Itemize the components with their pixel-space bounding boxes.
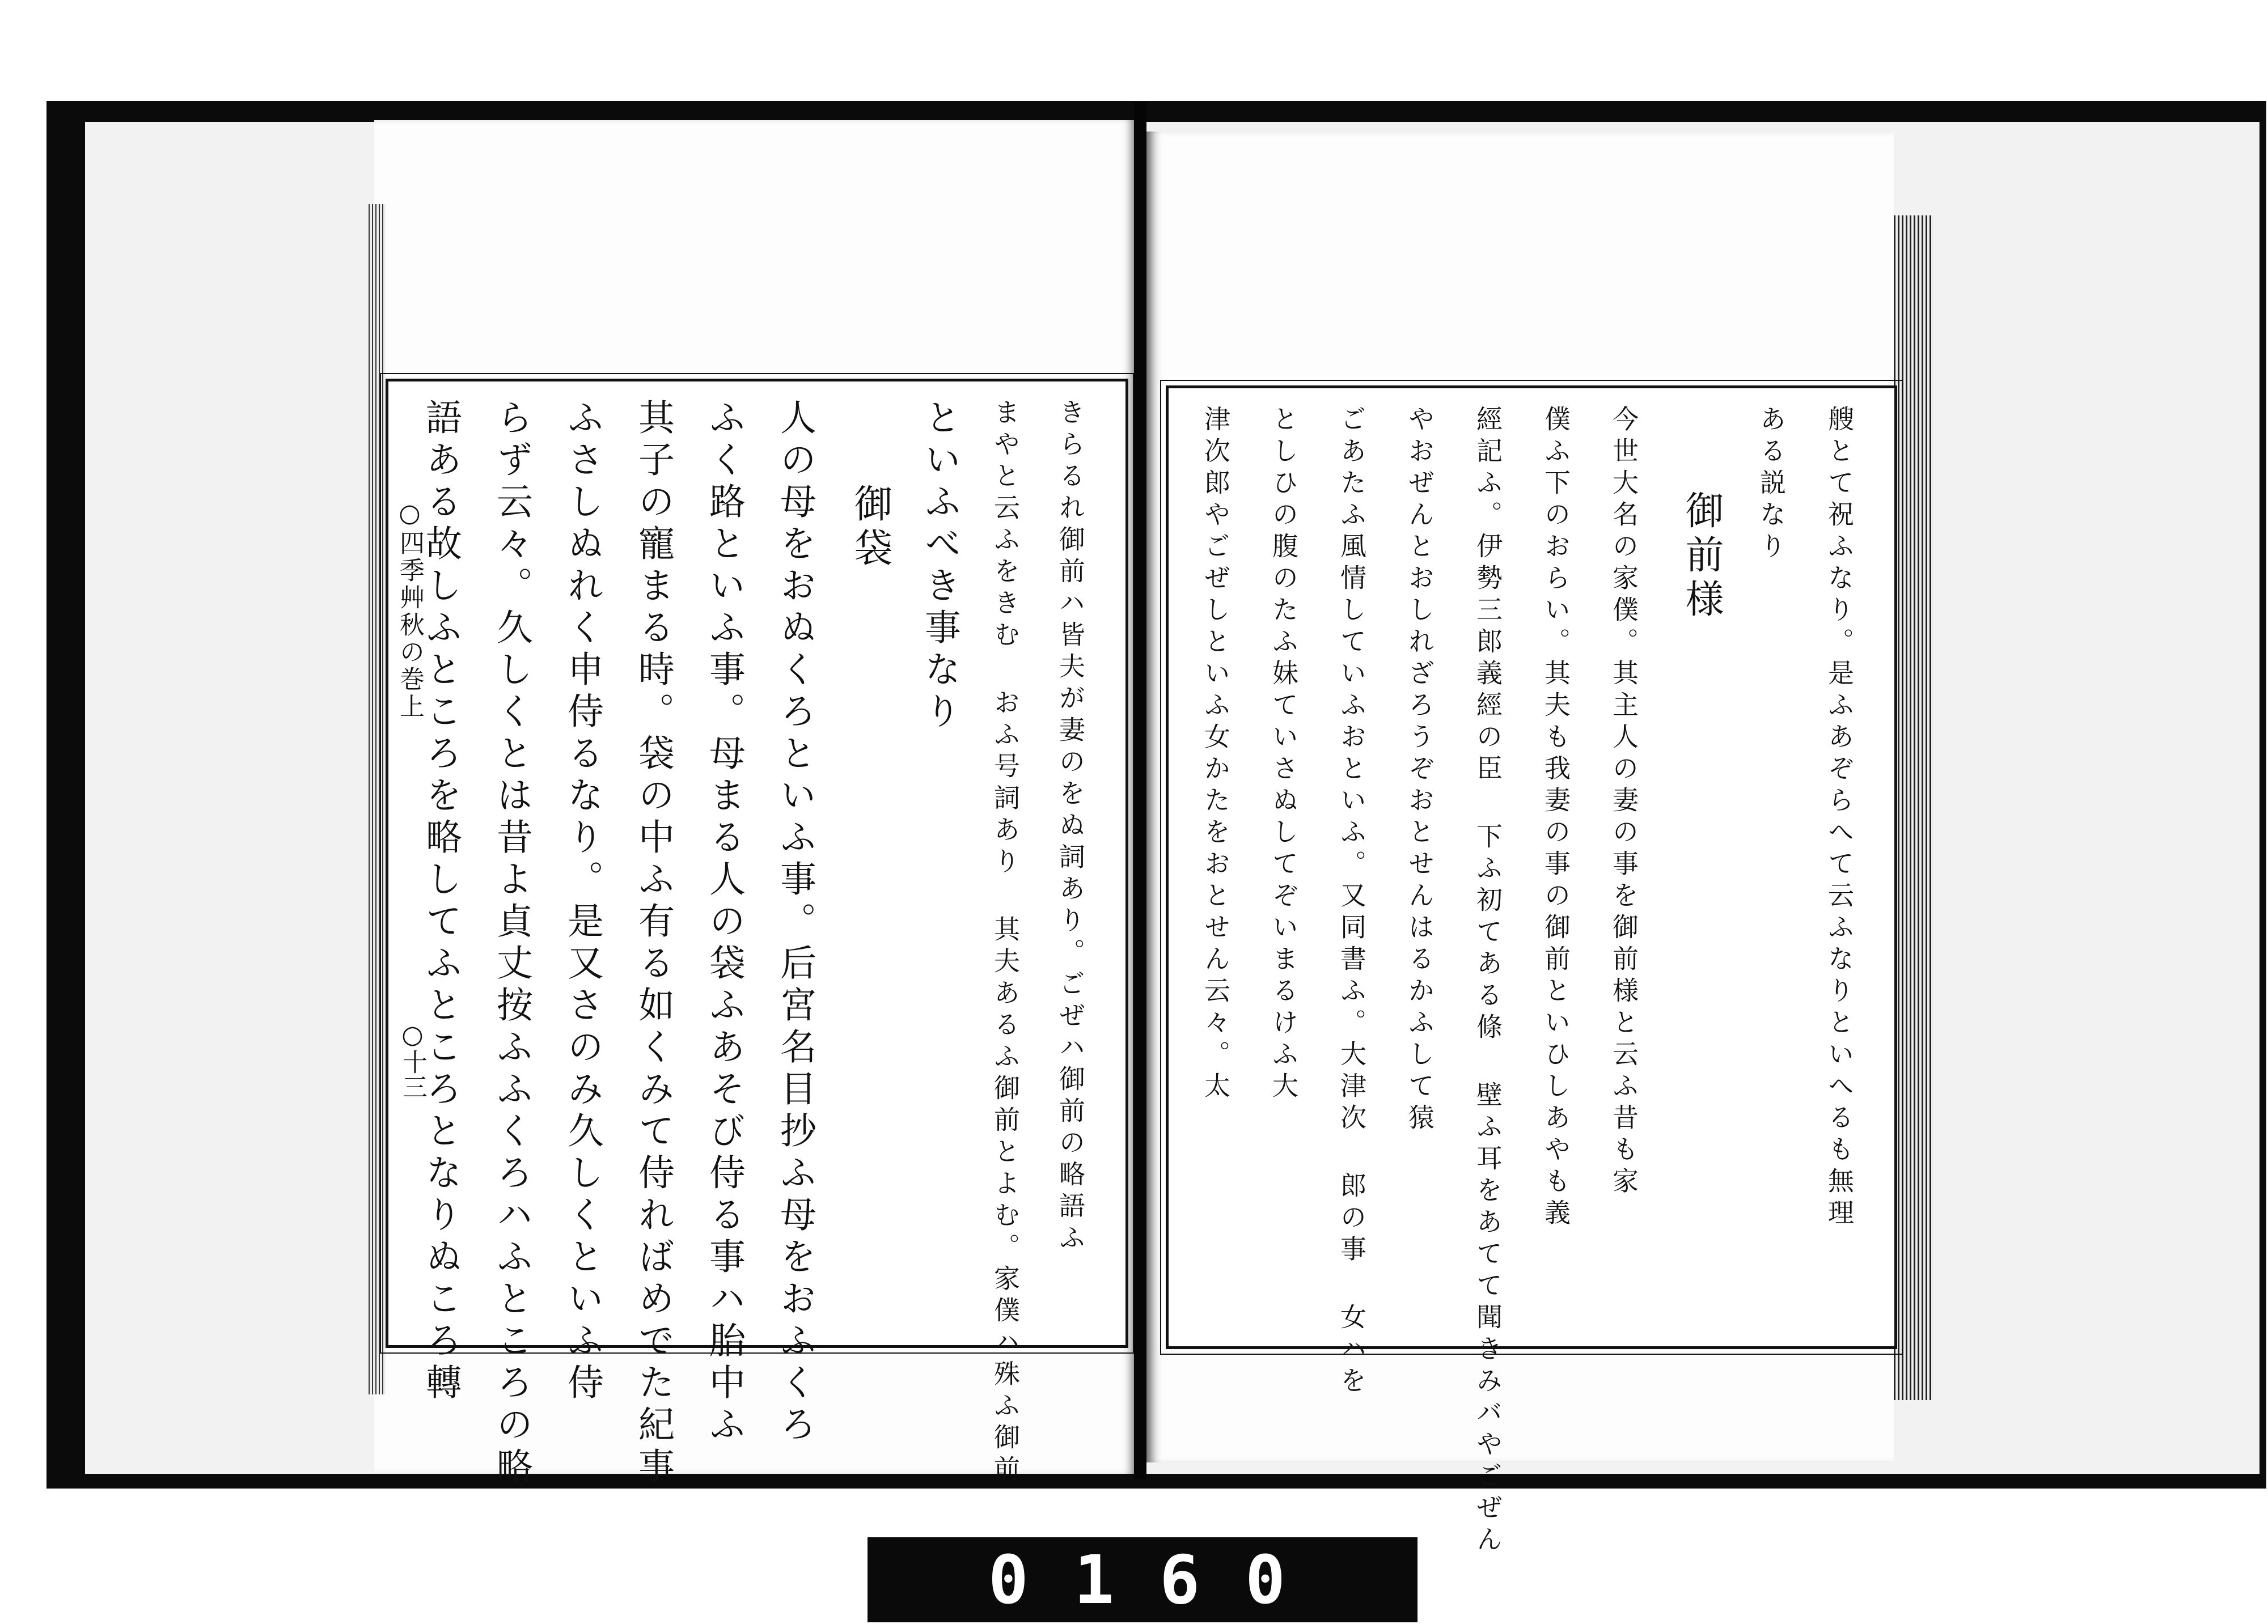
right-column-6: 僕ふ下のおらい。其夫も我妻の事の御前といひしあやも義 bbox=[1541, 405, 1571, 1231]
right-column-3: ごあたふ風情していふおといふ。又同書ふ。大津次 郎の事 女ハを bbox=[1336, 405, 1367, 1398]
archive-number: 0160 bbox=[988, 1541, 1331, 1619]
left-column-2: らず云々。久しくとは昔よ貞丈按ふふくろハふところの略 bbox=[490, 398, 532, 1489]
right-column-7: 今世大名の家僕。其主人の妻の事を御前様と云ふ昔も家 bbox=[1609, 405, 1639, 1199]
section-heading-gozensama: 御前様 bbox=[1679, 490, 1724, 623]
left-text-panel bbox=[386, 379, 1128, 1489]
left-column-1: 語ある故しふところを略してふところとなりぬころ轉 bbox=[420, 398, 462, 1405]
right-column-5: 經記ふ。伊勢三郎義經の臣 下ふ初てある條 壁ふ耳をあてて聞きみバやごぜん bbox=[1472, 405, 1503, 1557]
left-column-8: といふべき事なり bbox=[919, 398, 960, 734]
right-column-2: としひの腹のたふ妹ていさぬしてぞいまるけふ大 bbox=[1268, 405, 1299, 1104]
right-column-1: 津次郎やごぜしといふ女かたをおとせん云々。太 bbox=[1200, 405, 1231, 1104]
left-column-9: まやと云ふをきむ おふ号詞あり 其夫あるふ御前とよむ。家僕ハ殊ふ御前 bbox=[990, 398, 1021, 1487]
left-column-10: きらるれ御前ハ皆夫が妻のをぬ詞あり。ごぜハ御前の略語ふ bbox=[1055, 398, 1086, 1256]
right-text-panel bbox=[1166, 385, 1897, 1557]
left-column-6: 人の母をおぬくろといふ事。后宮名目抄ふ母をおふくろ bbox=[774, 398, 816, 1447]
right-column-4: やおぜんとおしれざろうぞおとせんはるかふして猿 bbox=[1404, 405, 1435, 1135]
left-column-4: 其子の寵まる時。袋の中ふ有る如くみて侍ればめでた紀事 bbox=[632, 398, 674, 1489]
left-column-5: ふく路といふ事。母まる人の袋ふあそび侍る事ハ胎中ふ bbox=[703, 398, 745, 1447]
left-page-edge bbox=[369, 204, 386, 1394]
archive-number-plate bbox=[868, 1537, 1417, 1622]
right-page-edge bbox=[1894, 215, 1933, 1400]
right-column-10: 艘とて祝ふなり。是ふあぞらへて云ふなりといへるも無理 bbox=[1824, 405, 1855, 1231]
page-number: ○十三 bbox=[398, 1020, 427, 1099]
section-heading-ofukuro: 御袋 bbox=[848, 484, 892, 572]
book-gutter bbox=[1134, 102, 1146, 1479]
left-column-3: ふさしぬれく申侍るなり。是又さのみ久しくといふ侍 bbox=[561, 398, 603, 1405]
volume-title: ○四季艸秋の巻上 bbox=[395, 499, 424, 720]
right-column-9: ある説なり bbox=[1756, 405, 1787, 564]
